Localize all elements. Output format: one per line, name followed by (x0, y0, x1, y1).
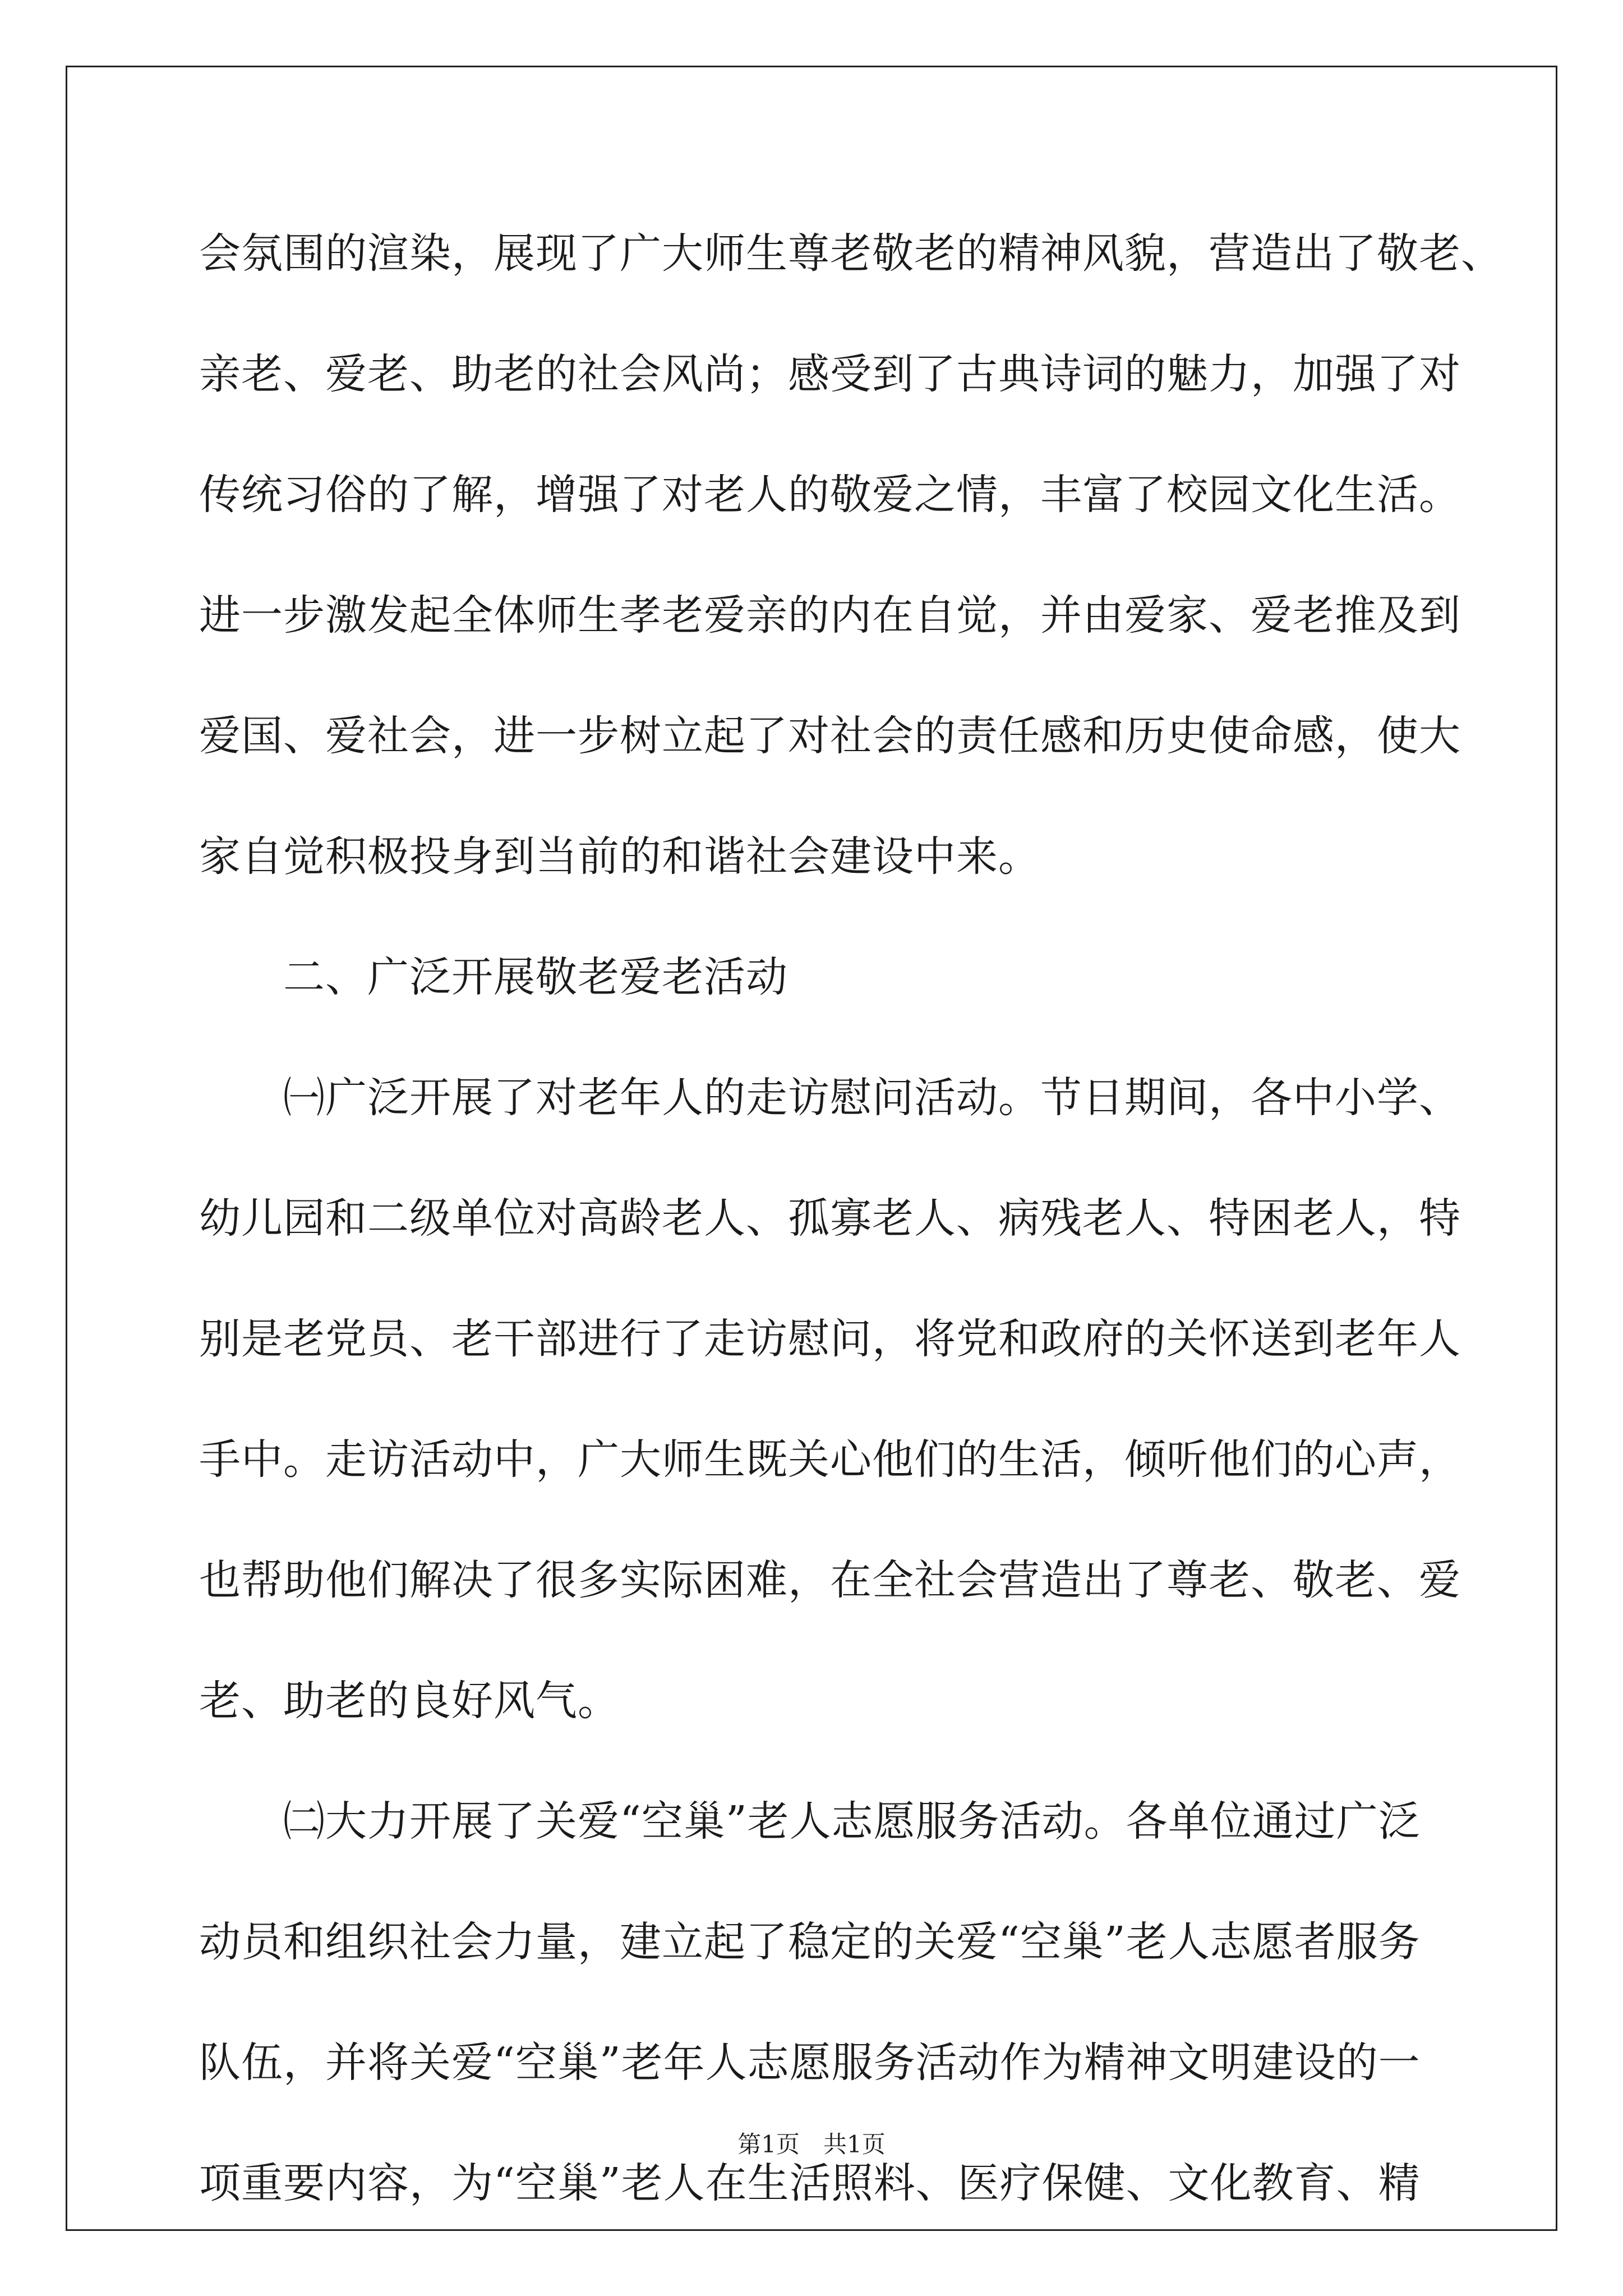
text-line: 别是老党员、老干部进行了走访慰问，将党和政府的关怀送到老年人 (199, 1315, 1461, 1363)
text-line: 家自觉积极投身到当前的和谐社会建设中来。 (199, 832, 1040, 881)
text-line: ㈠广泛开展了对老年人的走访慰问活动。节日期间，各中小学、 (199, 1074, 1461, 1122)
text-line: 幼儿园和二级单位对高龄老人、孤寡老人、病残老人、特困老人，特 (199, 1194, 1461, 1243)
text-line: 亲老、爱老、助老的社会风尚；感受到了古典诗词的魅力，加强了对 (199, 350, 1461, 398)
text-line: ㈡大力开展了关爱“空巢”老人志愿服务活动。各单位通过广泛 (199, 1797, 1421, 1846)
text-line: 爱国、爱社会，进一步树立起了对社会的责任感和历史使命感，使大 (199, 712, 1461, 760)
document-body (199, 194, 1503, 2244)
text-line: 项重要内容，为“空巢”老人在生活照料、医疗保健、文化教育、精 (199, 2159, 1421, 2207)
text-line: 老、助老的良好风气。 (199, 1677, 620, 1725)
text-line: 进一步激发起全体师生孝老爱亲的内在自觉，并由爱家、爱老推及到 (199, 591, 1461, 639)
text-line: 动员和组织社会力量，建立起了稳定的关爱“空巢”老人志愿者服务 (199, 1918, 1421, 1966)
text-line: 也帮助他们解决了很多实际困难，在全社会营造出了尊老、敬老、爱 (199, 1556, 1461, 1604)
page-footer: 第1页 共1页 (737, 2131, 886, 2158)
text-line: 会氛围的渲染，展现了广大师生尊老敬老的精神风貌，营造出了敬老、 (199, 229, 1503, 278)
text-line: 传统习俗的了解，增强了对老人的敬爱之情，丰富了校园文化生活。 (199, 471, 1461, 519)
text-line: 队伍，并将关爱“空巢”老年人志愿服务活动作为精神文明建设的一 (199, 2039, 1421, 2087)
text-line: 手中。走访活动中，广大师生既关心他们的生活，倾听他们的心声， (199, 1435, 1461, 1484)
section-heading: 二、广泛开展敬老爱老活动 (199, 953, 788, 1001)
